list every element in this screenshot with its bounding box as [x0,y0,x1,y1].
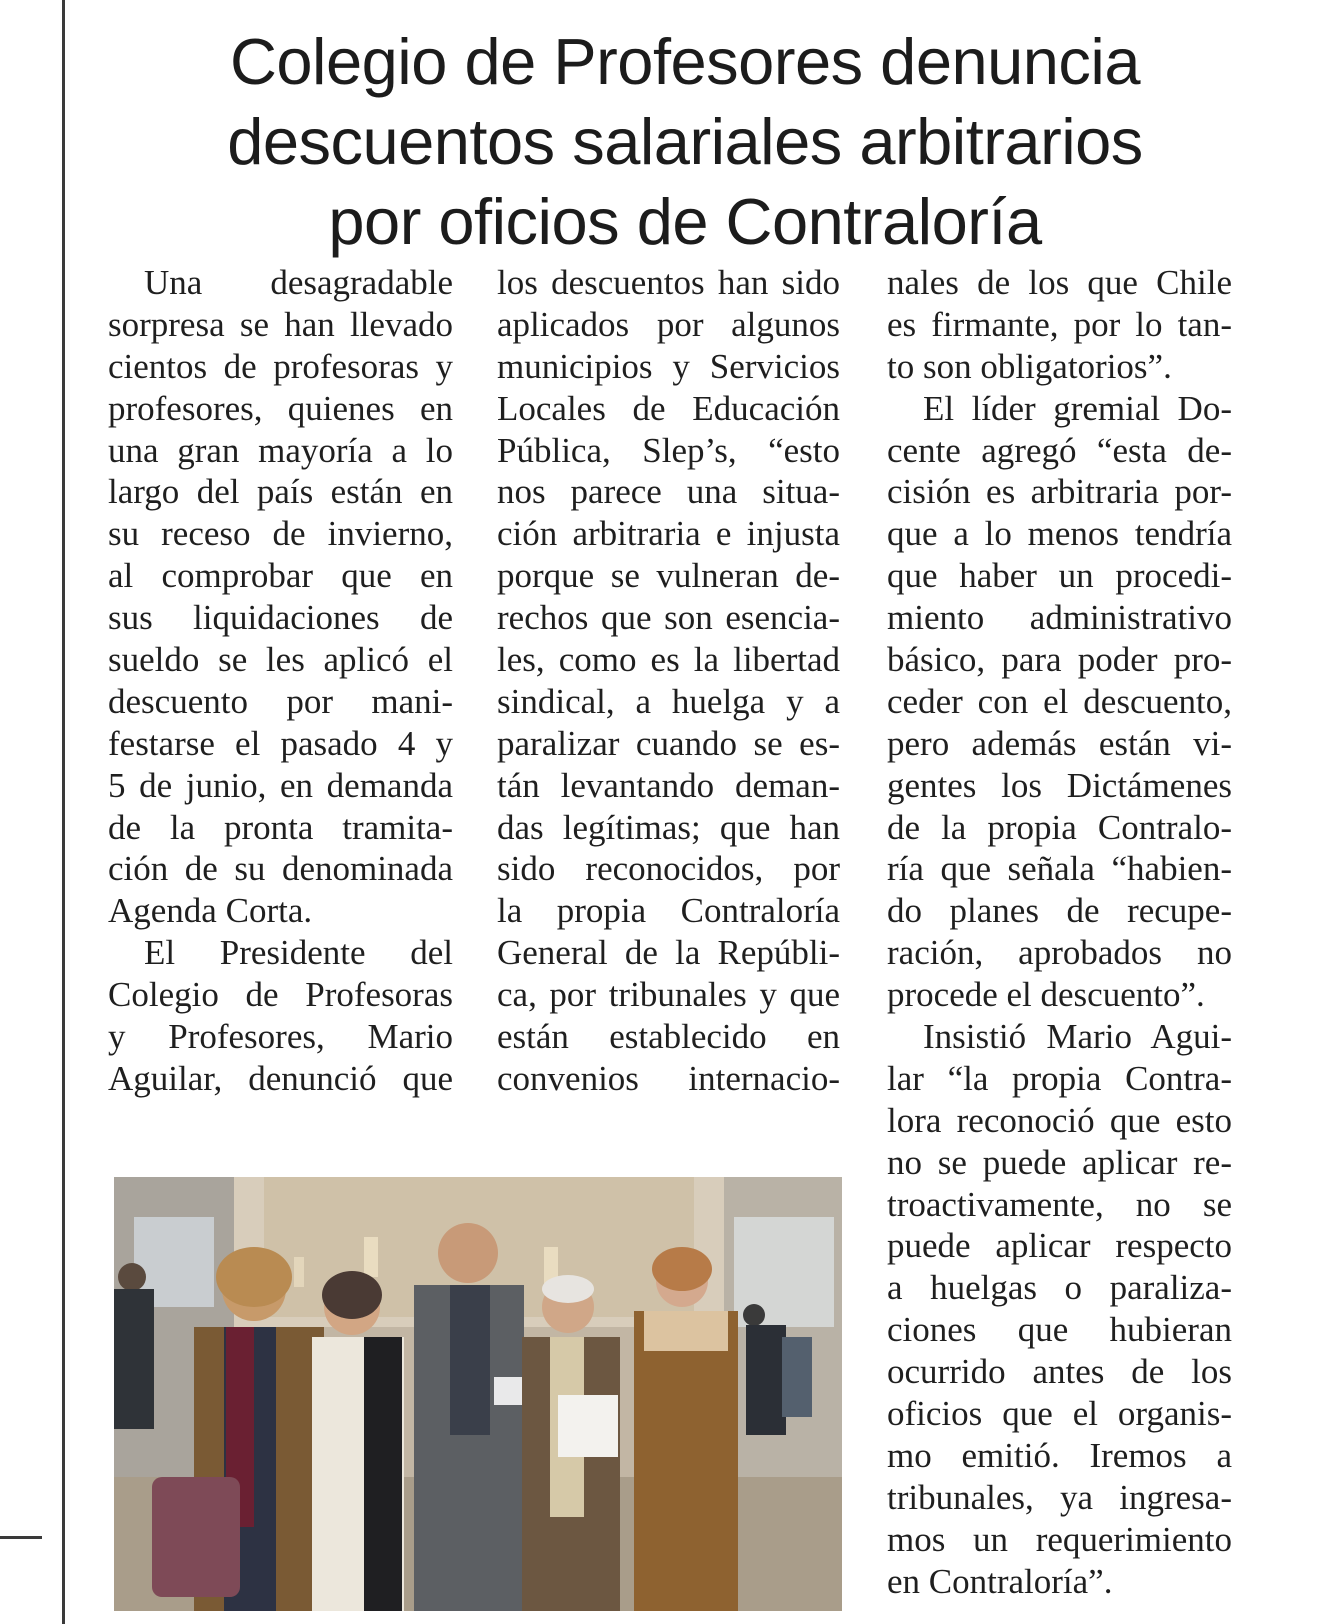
text-line: 5 de junio, en demanda [108,765,453,805]
text-line: sido reconocidos, por [497,849,840,889]
news-photo [114,1177,842,1611]
text-line: Insistió Mario Agui- [923,1017,1232,1057]
text-line: nales de los que Chile [887,263,1232,302]
text-line: y Profesores, Mario [108,1017,453,1057]
text-line: das legítimas; que han [497,807,840,847]
text-line: municipios y Servicios [497,346,840,386]
text-line: largo del país están en [108,472,453,512]
text-line: que a lo menos tendría [887,514,1232,554]
text-line: Locales de Educación [497,388,840,428]
text-line: pero además están vi- [887,723,1232,763]
text-line: sindical, a huelga y a [497,681,840,721]
text-line: al comprobar que en [108,556,453,596]
text-line: Pública, Slep’s, “esto [497,430,840,470]
text-line: cientos de profesoras y [108,346,453,386]
text-line: ocurrido antes de los [887,1352,1232,1392]
article-column-1 [108,262,453,1100]
text-line: El líder gremial Do- [923,388,1232,428]
text-line: to son obligatorios”. [887,346,1172,386]
text-line: Colegio de Profesoras [108,975,453,1015]
text-line: ción de su denominada [108,849,453,889]
text-line: cente agregó “esta de- [887,430,1232,470]
headline-line-2: descuentos salariales arbitrarios [227,105,1143,178]
text-line: que haber un procedi- [887,556,1232,596]
article-column-2 [497,262,840,1100]
text-line: de la pronta tramita- [108,807,453,847]
column-rule-vertical [62,0,65,1624]
text-line: sorpresa se han llevado [108,304,453,344]
text-line: básico, para poder pro- [887,640,1232,680]
headline [110,22,1260,262]
text-line: convenios internacio- [497,1058,840,1098]
text-line: mos un requerimiento [887,1519,1232,1559]
text-line: lora reconoció que esto [887,1100,1232,1140]
text-line: están establecido en [497,1017,840,1057]
text-line: porque se vulneran de- [497,556,840,596]
text-line: mo emitió. Iremos a [887,1435,1232,1475]
text-line: descuento por mani- [108,681,453,721]
text-line: paralizar cuando se es- [497,723,840,763]
text-line: procede el descuento”. [887,975,1205,1015]
text-line: puede aplicar respecto [887,1226,1232,1266]
text-line: ceder con el descuento, [887,681,1232,721]
text-line: a huelgas o paraliza- [887,1268,1232,1308]
text-line: su receso de invierno, [108,514,453,554]
article-column-3 [887,262,1232,1603]
text-line: tán levantando deman- [497,765,840,805]
text-line: ciones que hubieran [887,1310,1232,1350]
text-line: El Presidente del [144,933,453,973]
text-line: lar “la propia Contra- [887,1058,1232,1098]
headline-line-1: Colegio de Profesores denuncia [229,25,1141,98]
text-line: de la propia Contralo- [887,807,1232,847]
text-line: miento administrativo [887,598,1232,638]
text-line: ción arbitraria e injusta [497,514,840,554]
text-line: les, como es la libertad [497,640,840,680]
text-line: Una desagradable [144,263,453,302]
text-line: los descuentos han sido [497,263,840,302]
text-line: una gran mayoría a lo [108,430,453,470]
text-line: Aguilar, denunció que [108,1058,453,1098]
text-line: profesores, quienes en [108,388,453,428]
text-line: ría que señala “habien- [887,849,1232,889]
text-line: aplicados por algunos [497,304,840,344]
text-line: cisión es arbitraria por- [887,472,1232,512]
column-rule-horizontal [0,1536,42,1539]
text-line: gentes los Dictámenes [887,765,1232,805]
text-line: tribunales, ya ingresa- [887,1477,1232,1517]
text-line: la propia Contraloría [497,891,840,931]
text-line: no se puede aplicar re- [887,1142,1232,1182]
text-line: Agenda Corta. [108,891,313,931]
text-line: festarse el pasado 4 y [108,723,453,763]
text-line: sus liquidaciones de [108,598,453,638]
text-line: troactivamente, no se [887,1184,1232,1224]
text-line: rechos que son esencia- [497,598,840,638]
text-line: nos parece una situa- [497,472,840,512]
text-line: es firmante, por lo tan- [887,304,1232,344]
text-line: ración, aprobados no [887,933,1232,973]
text-line: General de la Repúbli- [497,933,840,973]
text-line: do planes de recupe- [887,891,1232,931]
text-line: en Contraloría”. [887,1561,1113,1601]
text-line: sueldo se les aplicó el [108,640,453,680]
text-line: ca, por tribunales y que [497,975,840,1015]
headline-line-3: por oficios de Contraloría [328,185,1042,258]
text-line: oficios que el organis- [887,1394,1232,1434]
